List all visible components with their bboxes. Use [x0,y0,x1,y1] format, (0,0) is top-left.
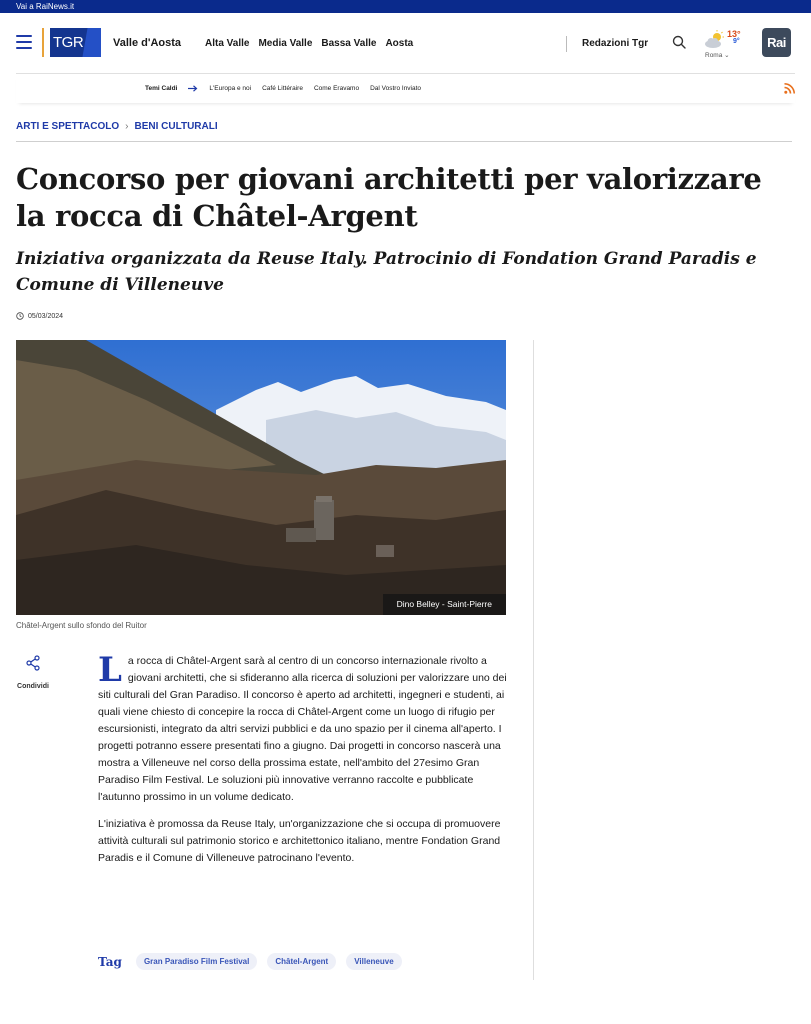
breadcrumb [16,121,792,142]
rai-logo[interactable]: Rai [762,28,791,57]
nav-item-media-valle[interactable]: Media Valle [258,38,313,49]
drop-cap: L [98,650,122,690]
topic-europa-e-noi[interactable]: L'Europa e noi [209,85,252,92]
tags-section [98,953,402,970]
temp-max: 13° [727,29,741,39]
share-icon [25,655,41,671]
tag-gran-paradiso-film-festival[interactable]: Gran Paradiso Film Festival [136,953,257,970]
temp-min: 9° [733,38,740,45]
site-header [16,13,795,74]
article-date: 05/03/2024 [16,312,63,320]
chevron-down-icon: ⌄ [724,52,730,59]
article-body [98,650,508,877]
tgr-logo[interactable]: TGR [42,28,101,57]
arrow-right-icon [188,85,198,92]
article-paragraph: L'iniziativa è promossa da Reuse Italy, un'organizzazione che si occupa di promuovere attività culturali sul patrimonio storico e architettonico italiano, mentre Fondation Grand Paradis e il Comune di Villeneuve patrocinano l'evento. [98,818,501,864]
topic-come-eravamo[interactable]: Come Eravamo [313,85,360,92]
share-button[interactable]: Condividi [16,655,50,693]
redazioni-tgr-button[interactable]: Redazioni Tgr [582,38,649,49]
tags-label: Tag [98,954,122,969]
article-photo[interactable] [16,340,506,615]
article-title: Concorso per giovani architetti per valorizzare la rocca di Châtel-Argent [16,162,762,233]
breadcrumb-arti-e-spettacolo[interactable]: ARTI E SPETTACOLO [16,121,120,132]
region-nav [205,38,413,49]
photo-credit: Dino Belley - Saint-Pierre [383,594,506,615]
search-icon[interactable] [672,35,686,49]
tag-villeneuve[interactable]: Villeneuve [346,953,401,970]
region-title[interactable]: Valle d'Aosta [113,37,182,49]
header-divider [566,36,567,52]
clock-icon [16,312,24,320]
temi-caldi-label[interactable]: Temi Caldi [145,85,178,92]
rainews-link[interactable]: Vai a RaiNews.it [0,0,811,13]
nav-item-alta-valle[interactable]: Alta Valle [205,38,250,49]
chevron-right-icon: › [125,121,129,132]
weather-widget[interactable] [703,27,748,65]
weather-city[interactable]: Roma ⌄ [705,52,730,59]
column-divider [533,340,534,980]
photo-caption: Châtel-Argent sullo sfondo del Ruitor [16,621,147,630]
topic-cafe-litteraire[interactable]: Café Littéraire [262,85,303,92]
nav-item-aosta[interactable]: Aosta [385,38,414,49]
topics-bar [16,74,795,103]
article-subtitle: Iniziativa organizzata da Reuse Italy. Patrocinio di Fondation Grand Paradis e Comune di Villeneuve [16,249,757,295]
breadcrumb-beni-culturali[interactable]: BENI CULTURALI [134,121,218,132]
partly-cloudy-icon [703,29,727,51]
tag-chatel-argent[interactable]: Châtel-Argent [267,953,336,970]
nav-item-bassa-valle[interactable]: Bassa Valle [321,38,377,49]
topic-dal-vostro-inviato[interactable]: Dal Vostro Inviato [370,85,422,92]
menu-icon[interactable] [16,35,32,49]
rss-icon[interactable] [784,83,795,94]
article-paragraph: La rocca di Châtel-Argent sarà al centro di un concorso internazionale rivolto a giovani architetti, che si sfideranno alla ricerca di soluzioni per valorizzare uno dei siti culturali del Gran Paradiso. Il concorso è aperto ad architetti, ingegneri e studenti, ai quali viene chiesto di concepire la rocca di Châtel-Argent come un luogo di rifugio per escursionisti, integrato da altri servizi pubblici e da uno spazio per il cinema all'aperto. I progetti potranno essere presentati fino a giugno. Dai progetti in concorso nascerà una mostra a Villeneuve nel corso della prossima estate, nell'ambito del 27esimo Gran Paradiso Film Festival. Le soluzioni più innovative verranno raccolte e pubblicate l'autunno prossimo in un volume dedicato. [98,650,507,803]
